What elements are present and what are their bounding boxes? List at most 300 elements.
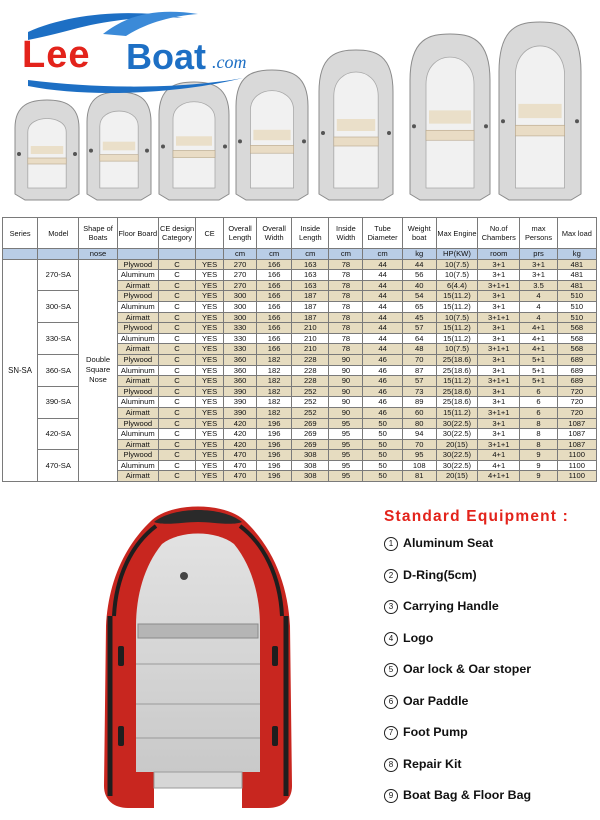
table-cell: 44: [363, 270, 402, 281]
table-cell: 269: [292, 418, 329, 429]
table-cell: YES: [196, 365, 224, 376]
table-cell: 1100: [557, 450, 596, 461]
header-cell: CE design Category: [158, 218, 195, 249]
table-cell: 20(15): [436, 471, 477, 482]
table-cell: 3+1+1: [478, 280, 520, 291]
table-cell: 166: [257, 333, 292, 344]
table-cell: 44: [363, 333, 402, 344]
table-cell: 3+1: [478, 418, 520, 429]
table-cell: C: [158, 259, 195, 270]
table-cell: 44: [363, 344, 402, 355]
leeboat-logo: [8, 4, 258, 96]
table-cell: 252: [292, 397, 329, 408]
table-cell: C: [158, 450, 195, 461]
table-cell: 44: [363, 259, 402, 270]
unit-row: [3, 249, 597, 260]
table-cell: 196: [257, 450, 292, 461]
table-cell: Airmatt: [117, 280, 158, 291]
table-cell: 46: [363, 354, 402, 365]
unit-cell: cm: [257, 249, 292, 260]
table-cell: YES: [196, 376, 224, 387]
table-cell: 390: [224, 397, 257, 408]
table-cell: Plywood: [117, 418, 158, 429]
equipment-label: Boat Bag & Floor Bag: [403, 788, 532, 802]
table-cell: 73: [402, 386, 436, 397]
table-cell: 44: [363, 301, 402, 312]
table-cell: 6(4.4): [436, 280, 477, 291]
equipment-number: 6: [384, 695, 398, 709]
table-cell: 166: [257, 280, 292, 291]
table-cell: C: [158, 301, 195, 312]
table-cell: 10(7.5): [436, 344, 477, 355]
equipment-number: 5: [384, 663, 398, 677]
table-cell: 30(22.5): [436, 450, 477, 461]
table-cell: 308: [292, 460, 329, 471]
lineup-boat: [499, 22, 581, 200]
table-cell: Plywood: [117, 386, 158, 397]
table-cell: 210: [292, 344, 329, 355]
table-cell: 470: [224, 471, 257, 482]
table-cell: 360: [224, 376, 257, 387]
table-cell: C: [158, 471, 195, 482]
table-cell: 78: [329, 301, 363, 312]
table-cell: 78: [329, 323, 363, 334]
table-cell: 300: [224, 301, 257, 312]
table-cell: 1100: [557, 460, 596, 471]
table-cell: 1087: [557, 429, 596, 440]
table-cell: 90: [329, 397, 363, 408]
table-cell: 3+1+1: [478, 344, 520, 355]
table-cell: 78: [329, 344, 363, 355]
table-cell: 44: [363, 280, 402, 291]
table-cell: 25(18.6): [436, 354, 477, 365]
table-cell: Aluminum: [117, 397, 158, 408]
table-cell: C: [158, 333, 195, 344]
header-row: [3, 218, 597, 249]
table-cell: Plywood: [117, 450, 158, 461]
table-cell: 163: [292, 270, 329, 281]
table-cell: 64: [402, 333, 436, 344]
equipment-label: Aluminum Seat: [403, 536, 494, 550]
table-cell: 270: [224, 280, 257, 291]
equipment-number: 4: [384, 632, 398, 646]
table-cell: 182: [257, 376, 292, 387]
table-cell: Aluminum: [117, 333, 158, 344]
lineup-boat: [319, 50, 393, 200]
table-cell: 187: [292, 301, 329, 312]
table-cell: C: [158, 270, 195, 281]
table-cell: 87: [402, 365, 436, 376]
table-cell: 4: [520, 312, 557, 323]
table-cell: 4+1: [520, 333, 557, 344]
table-cell: 5+1: [520, 354, 557, 365]
table-cell: 196: [257, 471, 292, 482]
equipment-number: 7: [384, 726, 398, 740]
table-cell: 420: [224, 439, 257, 450]
table-cell: 46: [363, 365, 402, 376]
table-cell: 94: [402, 429, 436, 440]
table-cell: 44: [402, 259, 436, 270]
table-cell: YES: [196, 471, 224, 482]
table-cell: YES: [196, 439, 224, 450]
table-cell: 689: [557, 365, 596, 376]
table-cell: C: [158, 418, 195, 429]
header-cell: Overall Length: [224, 218, 257, 249]
table-cell: YES: [196, 450, 224, 461]
equipment-label: Logo: [403, 630, 434, 645]
table-cell: 4+1: [520, 323, 557, 334]
table-cell: 300: [224, 291, 257, 302]
table-cell: YES: [196, 280, 224, 291]
table-cell: 50: [363, 429, 402, 440]
table-cell: 3+1+1: [478, 312, 520, 323]
table-cell: 390: [224, 407, 257, 418]
equipment-number: 1: [384, 537, 398, 551]
table-cell: 60: [402, 407, 436, 418]
table-cell: 166: [257, 270, 292, 281]
equipment-number: 8: [384, 758, 398, 772]
table-cell: 25(18.6): [436, 397, 477, 408]
table-cell: 81: [402, 471, 436, 482]
unit-cell: kg: [402, 249, 436, 260]
table-cell: 360: [224, 365, 257, 376]
table-cell: YES: [196, 418, 224, 429]
table-cell: 510: [557, 312, 596, 323]
header-cell: Max Engine: [436, 218, 477, 249]
table-cell: 1100: [557, 471, 596, 482]
table-cell: 182: [257, 407, 292, 418]
table-cell: 95: [402, 450, 436, 461]
lineup-boat: [15, 100, 79, 200]
table-cell: 269: [292, 429, 329, 440]
table-cell: 90: [329, 354, 363, 365]
table-cell: 15(11.2): [436, 376, 477, 387]
unit-cell: [117, 249, 158, 260]
table-cell: 5+1: [520, 376, 557, 387]
table-cell: 481: [557, 259, 596, 270]
standard-equipment: [384, 508, 596, 820]
logo-lee-text: Lee: [22, 34, 91, 76]
table-cell: YES: [196, 259, 224, 270]
table-cell: 210: [292, 323, 329, 334]
table-cell: 9: [520, 450, 557, 461]
unit-cell: room: [478, 249, 520, 260]
table-cell: 3+1: [478, 365, 520, 376]
unit-cell: cm: [329, 249, 363, 260]
table-cell: C: [158, 460, 195, 471]
table-cell: 166: [257, 301, 292, 312]
table-cell: 44: [363, 323, 402, 334]
table-cell: 89: [402, 397, 436, 408]
table-cell: Airmatt: [117, 344, 158, 355]
table-cell: 46: [363, 407, 402, 418]
equipment-label: D-Ring(5cm): [403, 567, 477, 582]
table-cell: 166: [257, 323, 292, 334]
table-cell: Aluminum: [117, 301, 158, 312]
table-cell: 4+1: [478, 450, 520, 461]
table-cell: 80: [402, 418, 436, 429]
table-cell: 3+1+1: [478, 407, 520, 418]
table-cell: 9: [520, 460, 557, 471]
table-cell: C: [158, 429, 195, 440]
table-row: [3, 259, 597, 270]
table-cell: 25(18.6): [436, 386, 477, 397]
table-cell: 4+1: [478, 460, 520, 471]
table-cell: 57: [402, 323, 436, 334]
equipment-number: 2: [384, 569, 398, 583]
table-cell: 308: [292, 450, 329, 461]
equipment-list: [384, 536, 596, 820]
table-cell: 166: [257, 312, 292, 323]
table-cell: 163: [292, 280, 329, 291]
table-cell: C: [158, 397, 195, 408]
table-cell: 182: [257, 365, 292, 376]
unit-cell: nose: [79, 249, 117, 260]
model-cell: 470-SA: [38, 450, 79, 482]
table-cell: 108: [402, 460, 436, 471]
table-cell: 95: [329, 418, 363, 429]
equipment-label: Repair Kit: [403, 756, 462, 771]
table-cell: 46: [363, 397, 402, 408]
table-cell: 56: [402, 270, 436, 281]
table-cell: 568: [557, 333, 596, 344]
table-cell: 4+1: [520, 344, 557, 355]
header-cell: Max load: [557, 218, 596, 249]
spec-table: [2, 217, 597, 482]
equipment-item: [384, 662, 596, 694]
table-cell: 196: [257, 418, 292, 429]
equipment-label: Oar lock & Oar stoper: [403, 662, 532, 676]
lineup-boat: [159, 82, 229, 200]
equipment-item: [384, 536, 596, 568]
table-cell: 8: [520, 439, 557, 450]
table-cell: 50: [363, 439, 402, 450]
table-cell: 57: [402, 376, 436, 387]
equipment-item: [384, 757, 596, 789]
header-cell: Model: [38, 218, 79, 249]
table-cell: 46: [363, 376, 402, 387]
table-cell: 210: [292, 333, 329, 344]
unit-cell: prs: [520, 249, 557, 260]
table-cell: 270: [224, 270, 257, 281]
equipment-label: Oar Paddle: [403, 693, 469, 708]
table-cell: 8: [520, 429, 557, 440]
shape-cell: Double Square Nose: [79, 259, 117, 481]
table-cell: 6: [520, 386, 557, 397]
table-cell: 15(11.2): [436, 301, 477, 312]
table-cell: 166: [257, 259, 292, 270]
header-cell: max Persons: [520, 218, 557, 249]
table-cell: C: [158, 365, 195, 376]
table-cell: 48: [402, 344, 436, 355]
unit-cell: cm: [363, 249, 402, 260]
table-cell: 46: [363, 386, 402, 397]
table-cell: 330: [224, 344, 257, 355]
table-cell: 3+1: [478, 259, 520, 270]
table-cell: Aluminum: [117, 365, 158, 376]
table-cell: 90: [329, 365, 363, 376]
table-cell: YES: [196, 407, 224, 418]
table-cell: 78: [329, 270, 363, 281]
table-cell: 3+1: [478, 291, 520, 302]
table-cell: 481: [557, 270, 596, 281]
table-cell: 10(7.5): [436, 312, 477, 323]
table-cell: 6: [520, 397, 557, 408]
model-cell: 270-SA: [38, 259, 79, 291]
table-cell: YES: [196, 354, 224, 365]
header-cell: No.of Chambers: [478, 218, 520, 249]
table-cell: 3+1: [520, 270, 557, 281]
table-cell: Airmatt: [117, 471, 158, 482]
table-cell: C: [158, 439, 195, 450]
table-cell: 689: [557, 376, 596, 387]
boat-photo: [92, 496, 304, 810]
table-cell: Aluminum: [117, 429, 158, 440]
table-cell: 4: [520, 291, 557, 302]
table-cell: 228: [292, 376, 329, 387]
table-cell: 78: [329, 312, 363, 323]
table-cell: 25(18.6): [436, 365, 477, 376]
table-cell: 3+1: [478, 397, 520, 408]
table-cell: 3+1: [478, 301, 520, 312]
table-cell: 3+1: [478, 270, 520, 281]
unit-cell: [196, 249, 224, 260]
table-cell: 182: [257, 354, 292, 365]
table-cell: 44: [363, 312, 402, 323]
table-cell: 360: [224, 354, 257, 365]
table-cell: 3+1: [478, 386, 520, 397]
table-cell: 510: [557, 301, 596, 312]
table-cell: Airmatt: [117, 407, 158, 418]
table-cell: 252: [292, 386, 329, 397]
table-cell: 20(15): [436, 439, 477, 450]
table-cell: 50: [363, 460, 402, 471]
table-cell: 3+1: [478, 323, 520, 334]
table-cell: 269: [292, 439, 329, 450]
table-cell: 187: [292, 291, 329, 302]
table-cell: 720: [557, 407, 596, 418]
table-cell: YES: [196, 312, 224, 323]
table-cell: 78: [329, 259, 363, 270]
table-cell: 90: [329, 386, 363, 397]
unit-cell: [158, 249, 195, 260]
table-cell: 15(11.2): [436, 333, 477, 344]
table-cell: YES: [196, 460, 224, 471]
table-cell: 163: [292, 259, 329, 270]
table-cell: 3+1+1: [478, 376, 520, 387]
table-cell: 1087: [557, 439, 596, 450]
table-cell: 330: [224, 323, 257, 334]
model-cell: 390-SA: [38, 386, 79, 418]
model-cell: 420-SA: [38, 418, 79, 450]
table-cell: 720: [557, 386, 596, 397]
model-cell: 360-SA: [38, 354, 79, 386]
table-cell: 78: [329, 280, 363, 291]
header-cell: Inside Width: [329, 218, 363, 249]
table-cell: 10(7.5): [436, 270, 477, 281]
table-cell: YES: [196, 333, 224, 344]
table-cell: YES: [196, 301, 224, 312]
lineup-boat: [410, 34, 490, 200]
table-cell: C: [158, 291, 195, 302]
equipment-item: [384, 725, 596, 757]
table-cell: Plywood: [117, 323, 158, 334]
table-cell: 45: [402, 312, 436, 323]
table-cell: 470: [224, 460, 257, 471]
table-cell: 228: [292, 365, 329, 376]
table-cell: C: [158, 344, 195, 355]
table-cell: 95: [329, 450, 363, 461]
table-cell: 50: [363, 450, 402, 461]
header-cell: Tube Diameter: [363, 218, 402, 249]
table-cell: 15(11.2): [436, 291, 477, 302]
equipment-label: Carrying Handle: [403, 599, 499, 613]
table-cell: 330: [224, 333, 257, 344]
table-cell: 3+1: [478, 429, 520, 440]
table-cell: 300: [224, 312, 257, 323]
table-cell: 4+1+1: [478, 471, 520, 482]
table-cell: 54: [402, 291, 436, 302]
table-cell: 568: [557, 344, 596, 355]
table-cell: 78: [329, 333, 363, 344]
table-cell: 30(22.5): [436, 418, 477, 429]
table-cell: 3+1: [478, 333, 520, 344]
table-cell: 510: [557, 291, 596, 302]
table-cell: 6: [520, 407, 557, 418]
table-cell: 166: [257, 344, 292, 355]
table-cell: 95: [329, 429, 363, 440]
table-cell: 65: [402, 301, 436, 312]
table-cell: 3.5: [520, 280, 557, 291]
header-cell: Series: [3, 218, 38, 249]
table-cell: Plywood: [117, 291, 158, 302]
table-cell: 9: [520, 471, 557, 482]
logo-boat-text: Boat: [126, 36, 206, 77]
table-cell: 481: [557, 280, 596, 291]
table-cell: 196: [257, 429, 292, 440]
table-cell: 308: [292, 471, 329, 482]
table-cell: 420: [224, 418, 257, 429]
table-cell: YES: [196, 386, 224, 397]
unit-cell: HP(KW): [436, 249, 477, 260]
header-cell: Overall Width: [257, 218, 292, 249]
table-cell: 1087: [557, 418, 596, 429]
table-cell: C: [158, 312, 195, 323]
equipment-item: [384, 694, 596, 726]
table-cell: 90: [329, 376, 363, 387]
table-cell: Airmatt: [117, 376, 158, 387]
table-cell: 50: [363, 471, 402, 482]
table-cell: 90: [329, 407, 363, 418]
table-cell: 270: [224, 259, 257, 270]
table-cell: YES: [196, 429, 224, 440]
table-cell: 568: [557, 323, 596, 334]
table-cell: Airmatt: [117, 439, 158, 450]
table-cell: 50: [363, 418, 402, 429]
table-cell: 166: [257, 291, 292, 302]
header-cell: CE: [196, 218, 224, 249]
table-cell: 95: [329, 471, 363, 482]
table-cell: YES: [196, 270, 224, 281]
table-cell: 95: [329, 439, 363, 450]
table-cell: 196: [257, 460, 292, 471]
table-cell: 10(7.5): [436, 259, 477, 270]
table-cell: 30(22.5): [436, 429, 477, 440]
unit-cell: cm: [292, 249, 329, 260]
table-cell: 5+1: [520, 365, 557, 376]
model-cell: 300-SA: [38, 291, 79, 323]
table-cell: YES: [196, 323, 224, 334]
